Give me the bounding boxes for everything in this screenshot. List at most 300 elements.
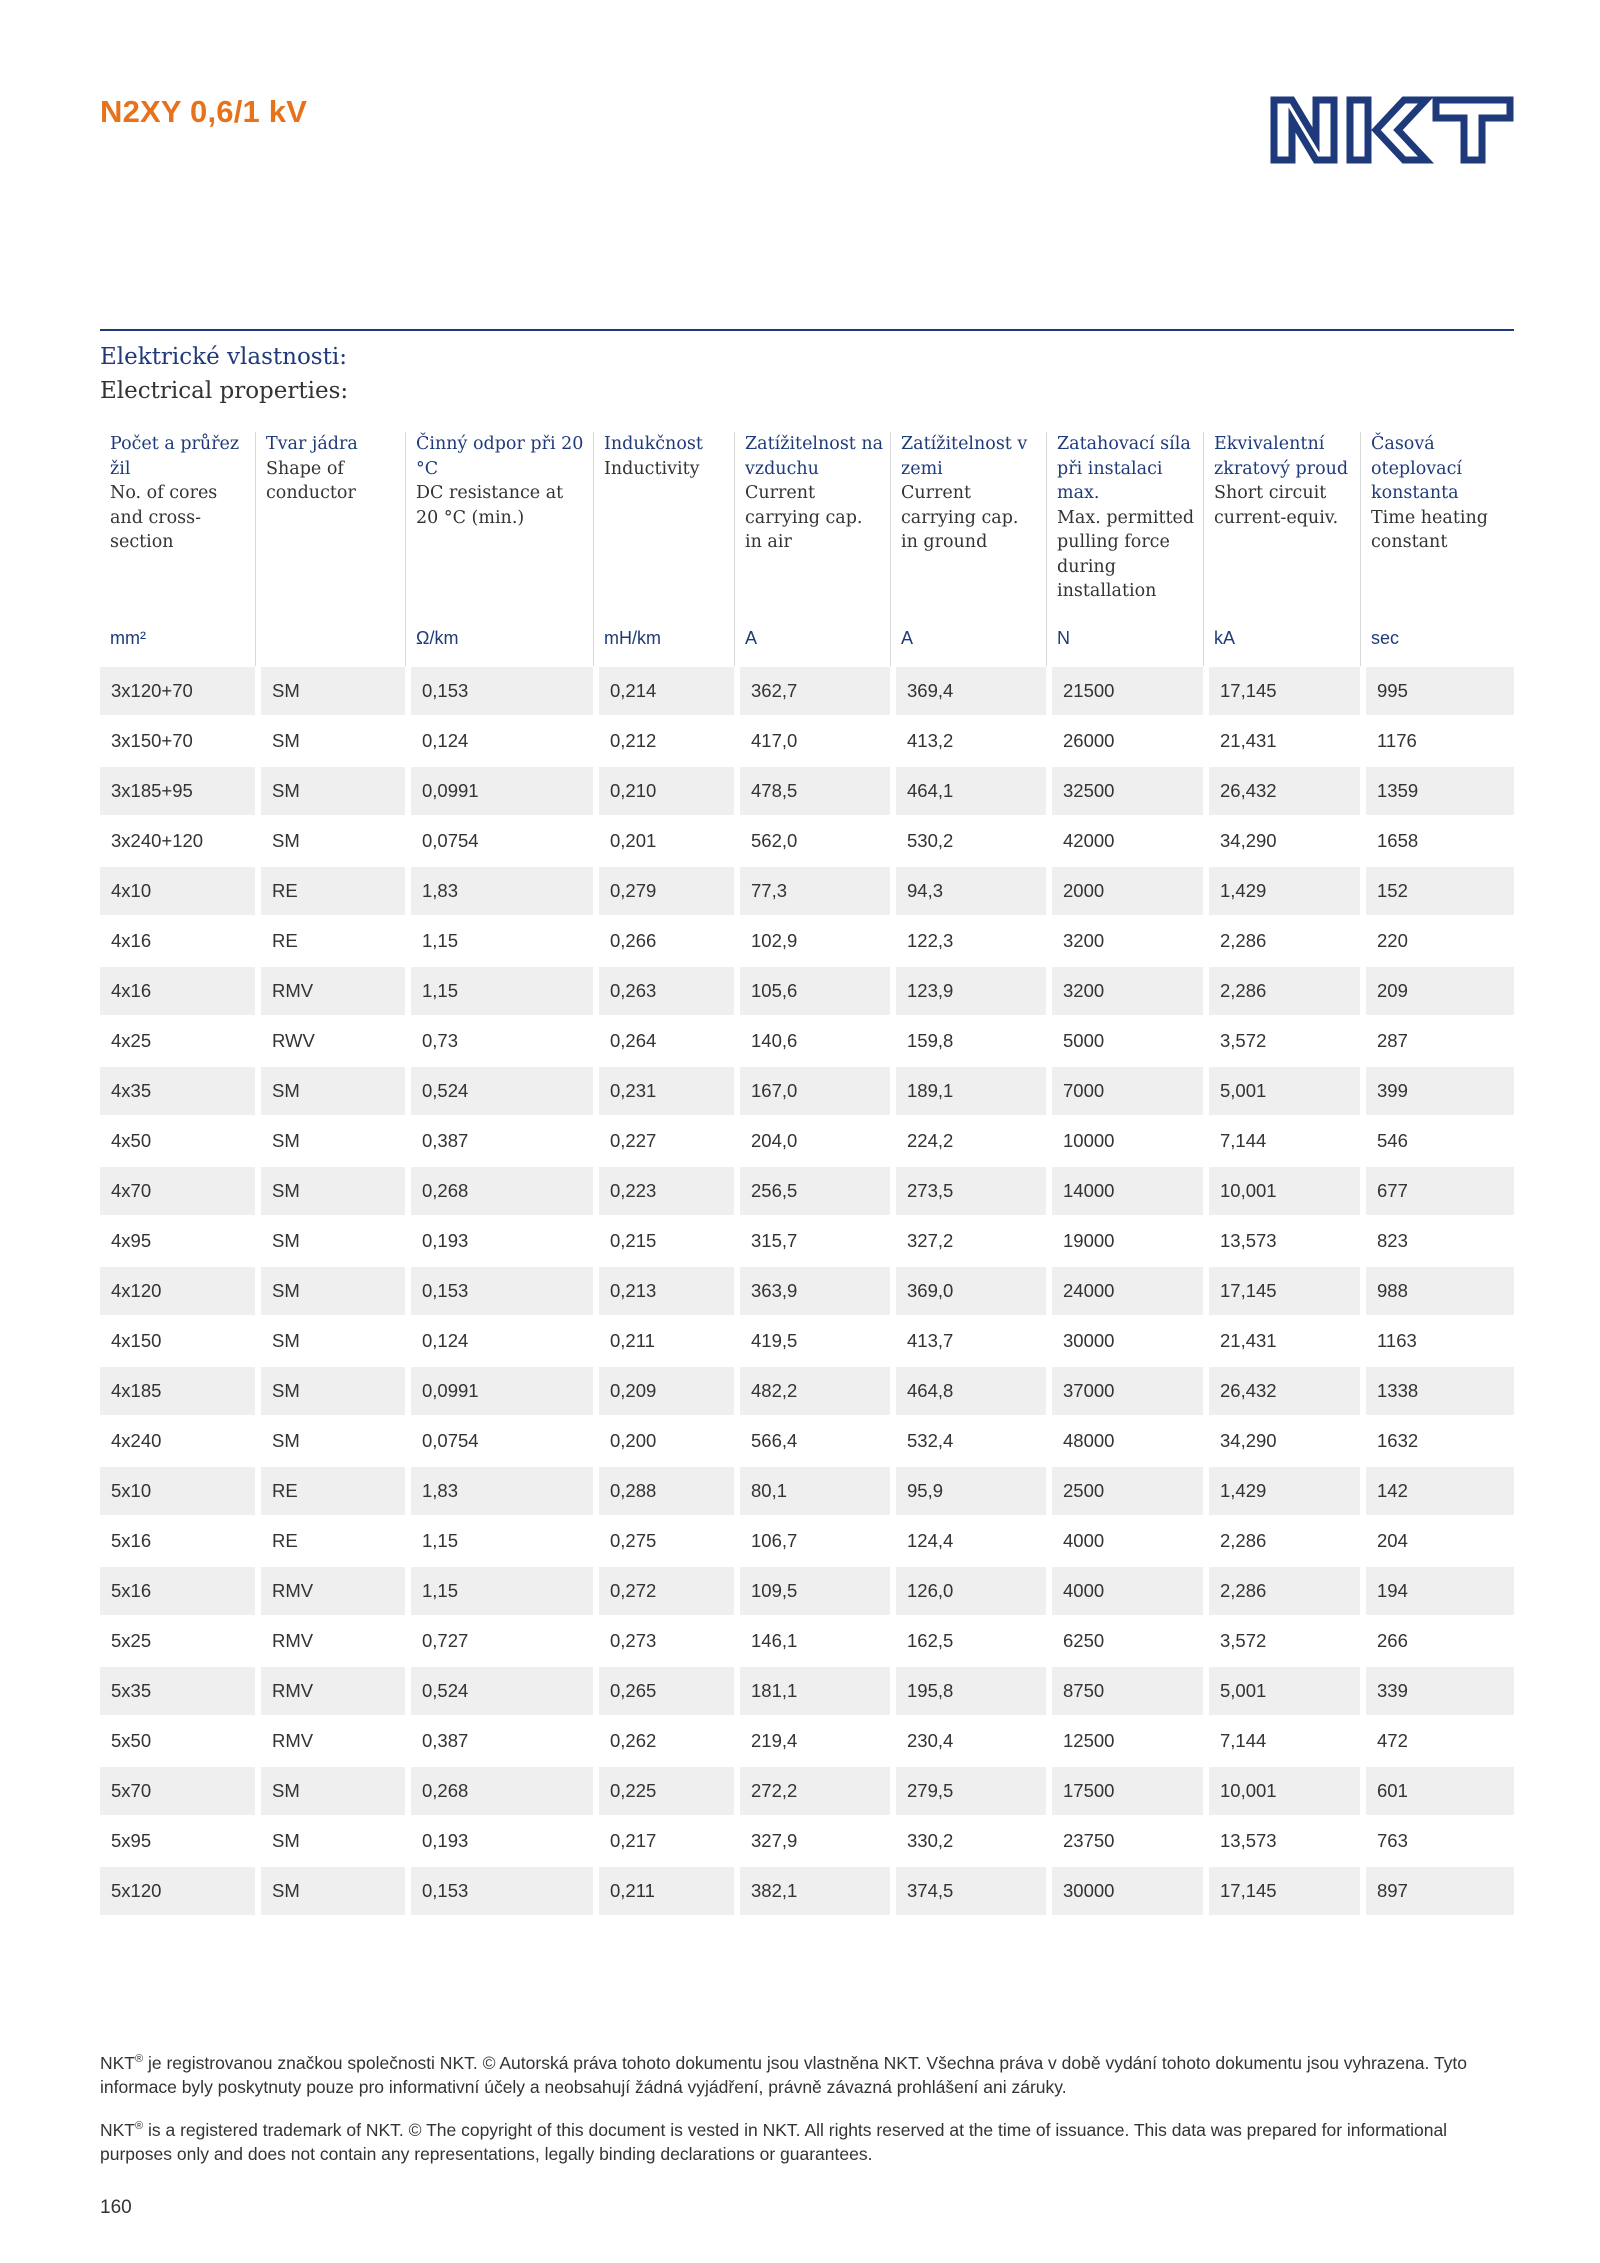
table-cell: 122,3: [890, 917, 1046, 965]
table-cell: 21,431: [1203, 1317, 1360, 1365]
table-row: [100, 1216, 1514, 1266]
table-cell: 339: [1360, 1667, 1514, 1715]
table-cell: 30000: [1046, 1317, 1203, 1365]
table-row: [100, 1466, 1514, 1516]
table-cell: 369,0: [890, 1267, 1046, 1315]
table-row: [100, 1666, 1514, 1716]
column-header-en: Time heating constant: [1371, 507, 1488, 552]
table-cell: 3200: [1046, 917, 1203, 965]
table-cell: 0,227: [593, 1117, 734, 1165]
table-row: [100, 1866, 1514, 1916]
table-cell: 5,001: [1203, 1067, 1360, 1115]
table-cell: 273,5: [890, 1167, 1046, 1215]
table-cell: 374,5: [890, 1867, 1046, 1915]
table-cell: RMV: [255, 1717, 405, 1765]
table-row: [100, 866, 1514, 916]
table-cell: 10,001: [1203, 1167, 1360, 1215]
column-unit: mm²: [110, 628, 146, 648]
table-cell: 413,2: [890, 717, 1046, 765]
table-cell: 327,9: [734, 1817, 890, 1865]
page-number: 160: [100, 2197, 132, 2218]
table-cell: 0,231: [593, 1067, 734, 1115]
table-cell: 677: [1360, 1167, 1514, 1215]
table-cell: 4x70: [100, 1167, 255, 1215]
table-cell: 5x95: [100, 1817, 255, 1865]
table-row: [100, 666, 1514, 716]
table-cell: 195,8: [890, 1667, 1046, 1715]
column-header-en: DC resistance at 20 °C (min.): [416, 483, 564, 528]
table-cell: 0,273: [593, 1617, 734, 1665]
footer-mark-cz: NKT: [100, 2052, 135, 2073]
table-cell: 7000: [1046, 1067, 1203, 1115]
table-cell: 21,431: [1203, 717, 1360, 765]
table-cell: 0,0754: [405, 817, 593, 865]
table-cell: SM: [255, 817, 405, 865]
table-cell: 0,212: [593, 717, 734, 765]
table-cell: 0,124: [405, 1317, 593, 1365]
table-cell: 0,153: [405, 1267, 593, 1315]
table-cell: 0,210: [593, 767, 734, 815]
table-cell: 17,145: [1203, 1267, 1360, 1315]
column-header-cz: Ekvivalentní zkratový proud: [1214, 434, 1349, 479]
table-cell: 0,263: [593, 967, 734, 1015]
table-cell: 17,145: [1203, 667, 1360, 715]
table-cell: 219,4: [734, 1717, 890, 1765]
table-row: [100, 1816, 1514, 1866]
table-cell: 0,265: [593, 1667, 734, 1715]
table-cell: 3,572: [1203, 1017, 1360, 1065]
table-cell: 0,209: [593, 1367, 734, 1415]
table-row: [100, 1166, 1514, 1216]
column-header: [1203, 432, 1360, 666]
table-cell: 763: [1360, 1817, 1514, 1865]
table-row: [100, 1066, 1514, 1116]
table-cell: RE: [255, 1517, 405, 1565]
table-cell: 0,73: [405, 1017, 593, 1065]
table-cell: RMV: [255, 1617, 405, 1665]
table-cell: 482,2: [734, 1367, 890, 1415]
table-cell: 5x16: [100, 1567, 255, 1615]
table-cell: 34,290: [1203, 1417, 1360, 1465]
table-cell: 0,268: [405, 1767, 593, 1815]
column-header: [255, 432, 405, 666]
table-cell: 21500: [1046, 667, 1203, 715]
table-cell: 194: [1360, 1567, 1514, 1615]
table-cell: 0,262: [593, 1717, 734, 1765]
table-cell: 1658: [1360, 817, 1514, 865]
table-cell: 0,387: [405, 1117, 593, 1165]
column-header-cz: Tvar jádra: [266, 434, 358, 454]
column-header: [890, 432, 1046, 666]
column-header: [734, 432, 890, 666]
table-cell: 3x150+70: [100, 717, 255, 765]
table-cell: 77,3: [734, 867, 890, 915]
table-cell: 95,9: [890, 1467, 1046, 1515]
table-cell: 42000: [1046, 817, 1203, 865]
table-cell: 4x10: [100, 867, 255, 915]
table-cell: 4x16: [100, 967, 255, 1015]
table-row: [100, 1766, 1514, 1816]
table-cell: 3200: [1046, 967, 1203, 1015]
table-cell: 0,272: [593, 1567, 734, 1615]
nkt-logo: [1270, 96, 1514, 164]
table-row: [100, 1716, 1514, 1766]
table-cell: 5x35: [100, 1667, 255, 1715]
table-cell: 1338: [1360, 1367, 1514, 1415]
footer-note-cz: [100, 2047, 1514, 2099]
table-cell: 204,0: [734, 1117, 890, 1165]
table-cell: 23750: [1046, 1817, 1203, 1865]
table-cell: 7,144: [1203, 1717, 1360, 1765]
table-cell: 1176: [1360, 717, 1514, 765]
table-cell: 13,573: [1203, 1217, 1360, 1265]
column-unit: sec: [1371, 628, 1400, 648]
table-cell: 0,387: [405, 1717, 593, 1765]
table-cell: 988: [1360, 1267, 1514, 1315]
table-cell: 5x120: [100, 1867, 255, 1915]
column-header-cz: Zatížitelnost v zemi: [901, 434, 1028, 479]
column-header-cz: Činný odpor při 20 °C: [416, 434, 584, 479]
table-cell: 315,7: [734, 1217, 890, 1265]
column-unit: A: [745, 628, 758, 648]
column-header-cz: Indukčnost: [604, 434, 703, 454]
footer-mark-en: NKT: [100, 2119, 135, 2140]
table-cell: 0,266: [593, 917, 734, 965]
table-cell: 34,290: [1203, 817, 1360, 865]
table-cell: SM: [255, 1367, 405, 1415]
table-cell: SM: [255, 1067, 405, 1115]
table-cell: 5x10: [100, 1467, 255, 1515]
table-cell: 0,201: [593, 817, 734, 865]
table-cell: 566,4: [734, 1417, 890, 1465]
table-cell: 2,286: [1203, 917, 1360, 965]
table-cell: 159,8: [890, 1017, 1046, 1065]
table-cell: 530,2: [890, 817, 1046, 865]
column-header: [1046, 432, 1203, 666]
table-cell: 0,288: [593, 1467, 734, 1515]
table-cell: 1,15: [405, 967, 593, 1015]
table-row: [100, 1316, 1514, 1366]
table-cell: 546: [1360, 1117, 1514, 1165]
table-cell: 4x25: [100, 1017, 255, 1065]
table-cell: SM: [255, 717, 405, 765]
table-row: [100, 1266, 1514, 1316]
table-cell: 0,215: [593, 1217, 734, 1265]
table-cell: RE: [255, 917, 405, 965]
table-cell: 30000: [1046, 1867, 1203, 1915]
table-cell: 1,429: [1203, 1467, 1360, 1515]
table-cell: 897: [1360, 1867, 1514, 1915]
table-cell: 32500: [1046, 767, 1203, 815]
table-row: [100, 766, 1514, 816]
table-cell: 1632: [1360, 1417, 1514, 1465]
table-cell: 1,83: [405, 867, 593, 915]
table-cell: 0,193: [405, 1217, 593, 1265]
section-title: Elektrické vlastnosti:: [100, 344, 347, 370]
table-cell: 601: [1360, 1767, 1514, 1815]
table-cell: 4x120: [100, 1267, 255, 1315]
table-cell: 26000: [1046, 717, 1203, 765]
table-cell: 0,264: [593, 1017, 734, 1065]
table-cell: 0,279: [593, 867, 734, 915]
table-cell: RE: [255, 1467, 405, 1515]
table-cell: 12500: [1046, 1717, 1203, 1765]
table-cell: SM: [255, 1817, 405, 1865]
table-cell: 105,6: [734, 967, 890, 1015]
table-cell: 102,9: [734, 917, 890, 965]
section-rule: [100, 329, 1514, 331]
table-cell: SM: [255, 1167, 405, 1215]
table-cell: SM: [255, 1417, 405, 1465]
table-cell: 109,5: [734, 1567, 890, 1615]
table-cell: 256,5: [734, 1167, 890, 1215]
table-cell: 4x150: [100, 1317, 255, 1365]
table-cell: 19000: [1046, 1217, 1203, 1265]
table-cell: 4x240: [100, 1417, 255, 1465]
table-cell: SM: [255, 767, 405, 815]
column-header-en: No. of cores and cross-section: [110, 483, 218, 552]
column-header-en: Short circuit current-equiv.: [1214, 483, 1339, 528]
table-cell: 106,7: [734, 1517, 890, 1565]
table-cell: 0,275: [593, 1517, 734, 1565]
table-cell: 995: [1360, 667, 1514, 715]
table-cell: 0,217: [593, 1817, 734, 1865]
table-body: [100, 666, 1514, 1916]
table-cell: 5000: [1046, 1017, 1203, 1065]
table-cell: 369,4: [890, 667, 1046, 715]
table-cell: 0,211: [593, 1317, 734, 1365]
table-cell: 0,0991: [405, 1367, 593, 1415]
table-row: [100, 1416, 1514, 1466]
table-cell: 152: [1360, 867, 1514, 915]
table-cell: 0,727: [405, 1617, 593, 1665]
table-cell: 1,15: [405, 1567, 593, 1615]
column-header-en: Current carrying cap. in air: [745, 483, 863, 552]
table-row: [100, 966, 1514, 1016]
table-cell: 26,432: [1203, 767, 1360, 815]
table-cell: 24000: [1046, 1267, 1203, 1315]
table-cell: 382,1: [734, 1867, 890, 1915]
table-cell: 0,223: [593, 1167, 734, 1215]
table-cell: 1,83: [405, 1467, 593, 1515]
table-cell: SM: [255, 1867, 405, 1915]
table-cell: 3x120+70: [100, 667, 255, 715]
column-unit: N: [1057, 628, 1070, 648]
table-cell: 3,572: [1203, 1617, 1360, 1665]
column-unit: Ω/km: [416, 628, 459, 648]
footer-note-en: [100, 2114, 1514, 2166]
table-cell: 413,7: [890, 1317, 1046, 1365]
table-cell: 2,286: [1203, 1567, 1360, 1615]
column-header-cz: Časová oteplovací konstanta: [1371, 434, 1462, 503]
table-cell: 4x16: [100, 917, 255, 965]
table-cell: 2500: [1046, 1467, 1203, 1515]
table-cell: RMV: [255, 1567, 405, 1615]
table-header-row: [100, 432, 1514, 666]
table-row: [100, 1366, 1514, 1416]
table-cell: 0,193: [405, 1817, 593, 1865]
table-cell: 562,0: [734, 817, 890, 865]
footer-text-en: is a registered trademark of NKT. © The copyright of this document is vested in NKT. All rights reserved at the time of issuance. This data was prepared for informational purposes only and does not contain any representations, legally binding declarations or guarantees.: [100, 2119, 1448, 2164]
table-cell: 0,524: [405, 1667, 593, 1715]
table-cell: 80,1: [734, 1467, 890, 1515]
footer-text-cz: je registrovanou značkou společnosti NKT. © Autorská práva tohoto dokumentu jsou vlastněna NKT. Všechna práva v době vydání tohoto dokumentu jsou vyhrazena. Tyto informace byly poskytnuty pouze pro informativní účely a neobsahují žádná vyjádření, právně závazná prohlášení ani záruky.: [100, 2052, 1468, 2097]
table-cell: 220: [1360, 917, 1514, 965]
registered-mark-en: ®: [135, 2120, 144, 2132]
table-cell: 8750: [1046, 1667, 1203, 1715]
table-cell: 224,2: [890, 1117, 1046, 1165]
column-header: [405, 432, 593, 666]
table-cell: 146,1: [734, 1617, 890, 1665]
table-cell: 363,9: [734, 1267, 890, 1315]
table-cell: 327,2: [890, 1217, 1046, 1265]
table-cell: 140,6: [734, 1017, 890, 1065]
section-subtitle: Electrical properties:: [100, 378, 349, 404]
table-cell: 10000: [1046, 1117, 1203, 1165]
table-cell: SM: [255, 1317, 405, 1365]
table-cell: 0,268: [405, 1167, 593, 1215]
table-cell: 1359: [1360, 767, 1514, 815]
table-cell: 142: [1360, 1467, 1514, 1515]
table-cell: 124,4: [890, 1517, 1046, 1565]
column-header: [100, 432, 255, 666]
table-row: [100, 816, 1514, 866]
table-cell: 3x185+95: [100, 767, 255, 815]
table-row: [100, 716, 1514, 766]
table-cell: 419,5: [734, 1317, 890, 1365]
table-cell: 1,429: [1203, 867, 1360, 915]
table-cell: 162,5: [890, 1617, 1046, 1665]
table-cell: 94,3: [890, 867, 1046, 915]
table-cell: 478,5: [734, 767, 890, 815]
column-header-en: Max. permitted pulling force during installation: [1057, 507, 1195, 601]
table-cell: 399: [1360, 1067, 1514, 1115]
table-cell: 362,7: [734, 667, 890, 715]
table-cell: 4x50: [100, 1117, 255, 1165]
table-cell: RWV: [255, 1017, 405, 1065]
column-header-en: Current carrying cap. in ground: [901, 483, 1019, 552]
table-cell: 1,15: [405, 917, 593, 965]
table-cell: 0,153: [405, 667, 593, 715]
table-cell: RMV: [255, 1667, 405, 1715]
table-cell: 167,0: [734, 1067, 890, 1115]
table-cell: 26,432: [1203, 1367, 1360, 1415]
table-cell: 472: [1360, 1717, 1514, 1765]
table-cell: 189,1: [890, 1067, 1046, 1115]
table-cell: 279,5: [890, 1767, 1046, 1815]
table-row: [100, 1516, 1514, 1566]
table-cell: 0,0991: [405, 767, 593, 815]
table-cell: 464,8: [890, 1367, 1046, 1415]
table-cell: 5x70: [100, 1767, 255, 1815]
table-cell: 7,144: [1203, 1117, 1360, 1165]
table-cell: 1,15: [405, 1517, 593, 1565]
table-cell: 5x16: [100, 1517, 255, 1565]
table-row: [100, 1616, 1514, 1666]
column-header-en: Shape of conductor: [266, 458, 356, 503]
table-cell: 48000: [1046, 1417, 1203, 1465]
table-cell: 4000: [1046, 1567, 1203, 1615]
column-header: [593, 432, 734, 666]
table-cell: 417,0: [734, 717, 890, 765]
column-unit: mH/km: [604, 628, 661, 648]
column-unit: kA: [1214, 628, 1236, 648]
table-cell: 1163: [1360, 1317, 1514, 1365]
table-cell: RMV: [255, 967, 405, 1015]
table-cell: 0,0754: [405, 1417, 593, 1465]
table-cell: 4x95: [100, 1217, 255, 1265]
table-cell: 532,4: [890, 1417, 1046, 1465]
table-cell: 6250: [1046, 1617, 1203, 1665]
table-cell: 266: [1360, 1617, 1514, 1665]
table-cell: 0,524: [405, 1067, 593, 1115]
table-cell: 272,2: [734, 1767, 890, 1815]
table-cell: 123,9: [890, 967, 1046, 1015]
table-cell: 14000: [1046, 1167, 1203, 1215]
table-cell: 287: [1360, 1017, 1514, 1065]
table-cell: 0,213: [593, 1267, 734, 1315]
table-cell: SM: [255, 1767, 405, 1815]
column-unit: A: [901, 628, 914, 648]
column-header: [1360, 432, 1514, 666]
table-cell: 17500: [1046, 1767, 1203, 1815]
table-cell: 204: [1360, 1517, 1514, 1565]
table-cell: 10,001: [1203, 1767, 1360, 1815]
table-cell: 0,124: [405, 717, 593, 765]
table-cell: 2,286: [1203, 967, 1360, 1015]
table-cell: 13,573: [1203, 1817, 1360, 1865]
column-header-cz: Zatahovací síla při instalaci max.: [1057, 434, 1191, 503]
table-cell: 0,214: [593, 667, 734, 715]
table-row: [100, 1116, 1514, 1166]
table-cell: 2000: [1046, 867, 1203, 915]
table-cell: 0,153: [405, 1867, 593, 1915]
table-cell: 2,286: [1203, 1517, 1360, 1565]
table-cell: 5x50: [100, 1717, 255, 1765]
table-cell: SM: [255, 667, 405, 715]
table-cell: 126,0: [890, 1567, 1046, 1615]
table-cell: 230,4: [890, 1717, 1046, 1765]
table-cell: SM: [255, 1267, 405, 1315]
table-cell: 5x25: [100, 1617, 255, 1665]
table-cell: 0,225: [593, 1767, 734, 1815]
table-cell: 37000: [1046, 1367, 1203, 1415]
page-title: N2XY 0,6/1 kV: [100, 94, 308, 129]
table-cell: RE: [255, 867, 405, 915]
table-cell: SM: [255, 1117, 405, 1165]
table-cell: 209: [1360, 967, 1514, 1015]
table-cell: 0,211: [593, 1867, 734, 1915]
table-row: [100, 1016, 1514, 1066]
column-header-en: Inductivity: [604, 458, 700, 479]
table-cell: 5,001: [1203, 1667, 1360, 1715]
table-cell: 4x185: [100, 1367, 255, 1415]
column-header-cz: Počet a průřez žil: [110, 434, 240, 479]
table-cell: 4000: [1046, 1517, 1203, 1565]
table-cell: 4x35: [100, 1067, 255, 1115]
column-header-cz: Zatížitelnost na vzduchu: [745, 434, 884, 479]
table-cell: 17,145: [1203, 1867, 1360, 1915]
electrical-properties-table: [100, 432, 1514, 1916]
table-cell: 464,1: [890, 767, 1046, 815]
registered-mark-cz: ®: [135, 2053, 144, 2065]
table-row: [100, 916, 1514, 966]
table-cell: 3x240+120: [100, 817, 255, 865]
table-cell: 330,2: [890, 1817, 1046, 1865]
table-cell: 181,1: [734, 1667, 890, 1715]
table-cell: SM: [255, 1217, 405, 1265]
table-row: [100, 1566, 1514, 1616]
